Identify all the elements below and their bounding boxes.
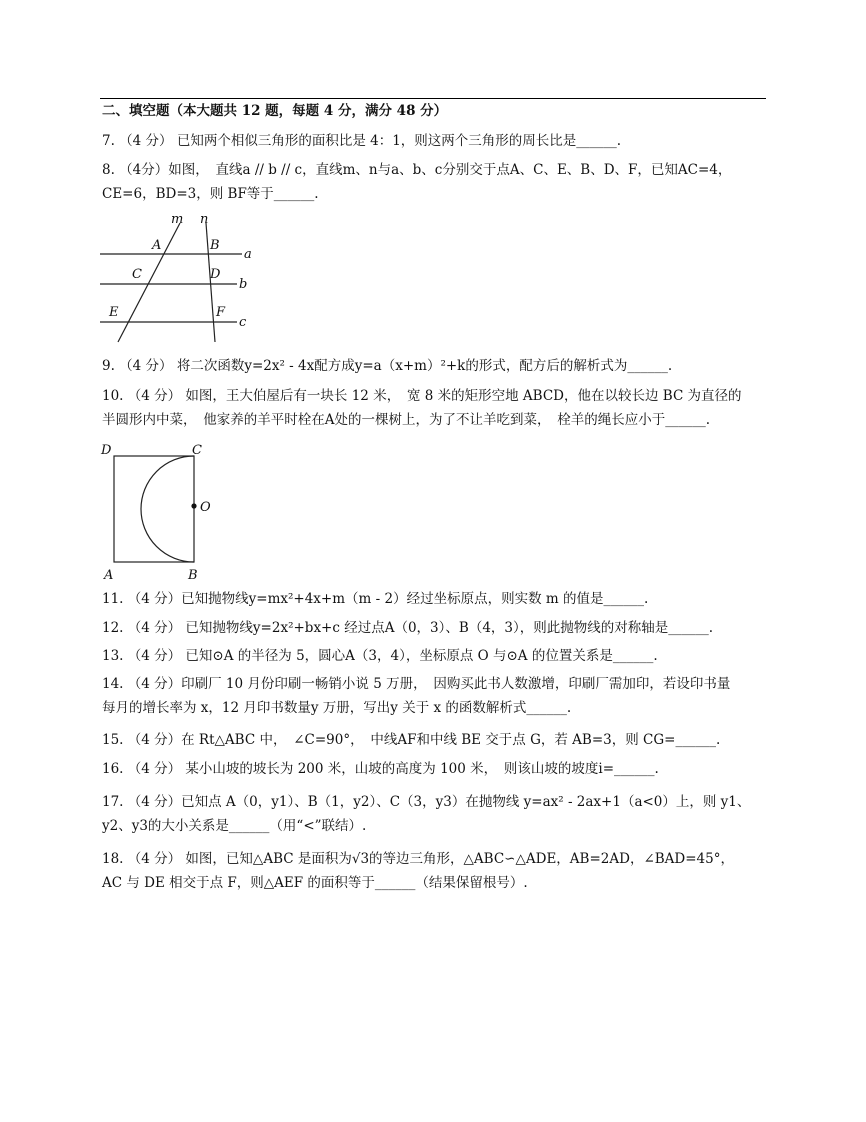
question-12: 12. （4 分） 已知抛物线y=2x²+bx+c 经过点A（0，3）、B（4，3），则此抛物线的对称轴是______.	[102, 620, 714, 636]
label-a: a	[244, 247, 252, 262]
label-C: C	[192, 443, 202, 458]
question-17-line2: y2、y3的大小关系是______（用“<”联结）.	[102, 818, 367, 834]
question-15: 15. （4 分）在 Rt△ABC 中， ∠C=90°， 中线AF和中线 BE 交于点 G，若 AB=3，则 CG=______.	[102, 732, 721, 748]
heading-rule	[100, 98, 766, 99]
label-B: B	[188, 568, 198, 583]
label-F: F	[216, 305, 226, 320]
label-D: D	[101, 443, 112, 458]
question-9: 9. （4 分） 将二次函数y=2x² - 4x配方成y=a（x+m）²+k的形式，配方后的解析式为______.	[102, 358, 673, 374]
question-8-line2: CE=6，BD=3，则 BF等于______.	[102, 186, 319, 202]
question-18-line2: AC 与 DE 相交于点 F，则△AEF 的面积等于______（结果保留根号）.	[102, 875, 528, 891]
question-13: 13. （4 分） 已知⊙A 的半径为 5，圆心A（3，4），坐标原点 O 与⊙A 的位置关系是______.	[102, 648, 658, 664]
question-14-line2: 每月的增长率为 x，12 月印书数量y 万册，写出y 关于 x 的函数解析式______.	[102, 700, 572, 716]
question-7: 7. （4 分） 已知两个相似三角形的面积比是 4：1，则这两个三角形的周长比是______.	[102, 133, 622, 149]
question-18-line1: 18. （4 分） 如图，已知△ABC 是面积为√3的等边三角形，△ABC∽△ADE，AB=2AD，∠BAD=45°，	[102, 851, 734, 867]
question-16: 16. （4 分） 某小山坡的坡长为 200 米，山坡的高度为 100 米， 则该山坡的坡度i=______.	[102, 761, 659, 777]
label-E: E	[109, 305, 119, 320]
question-10-line2: 半圆形内中菜， 他家养的羊平时栓在A处的一棵树上，为了不让羊吃到菜， 栓羊的绳长应小于______.	[102, 412, 711, 428]
label-A: A	[104, 568, 114, 583]
section-heading: 二、填空题（本大题共 12 题，每题 4 分，满分 48 分）	[102, 103, 448, 119]
question-10-line1: 10. （4 分） 如图，王大伯屋后有一块长 12 米， 宽 8 米的矩形空地 ABCD，他在以较长边 BC 为直径的	[102, 388, 742, 404]
label-O: O	[200, 500, 211, 515]
figure-parallel-lines	[100, 212, 260, 347]
label-A: A	[152, 238, 162, 253]
label-C: C	[132, 267, 142, 282]
question-14-line1: 14. （4 分）印刷厂 10 月份印刷一畅销小说 5 万册， 因购买此书人数激增，印刷厂需加印，若设印书量	[102, 676, 731, 692]
question-8-line1: 8. （4分）如图， 直线a // b // c，直线m、n与a、b、c分别交于点A、C、E、B、D、F，已知AC=4，	[102, 162, 732, 178]
label-n: n	[200, 212, 209, 227]
label-b: b	[239, 277, 248, 292]
question-11: 11. （4 分）已知抛物线y=mx²+4x+m（m - 2）经过坐标原点，则实数 m 的值是______.	[102, 591, 649, 607]
figure-rectangle-semicircle	[98, 440, 218, 585]
label-m: m	[171, 212, 184, 227]
label-c: c	[239, 315, 247, 330]
question-17-line1: 17. （4 分）已知点 A（0，y1）、B（1，y2）、C（3，y3）在抛物线 y=ax² - 2ax+1（a<0）上，则 y1、	[102, 794, 751, 810]
label-B: B	[210, 238, 220, 253]
label-D: D	[210, 267, 221, 282]
